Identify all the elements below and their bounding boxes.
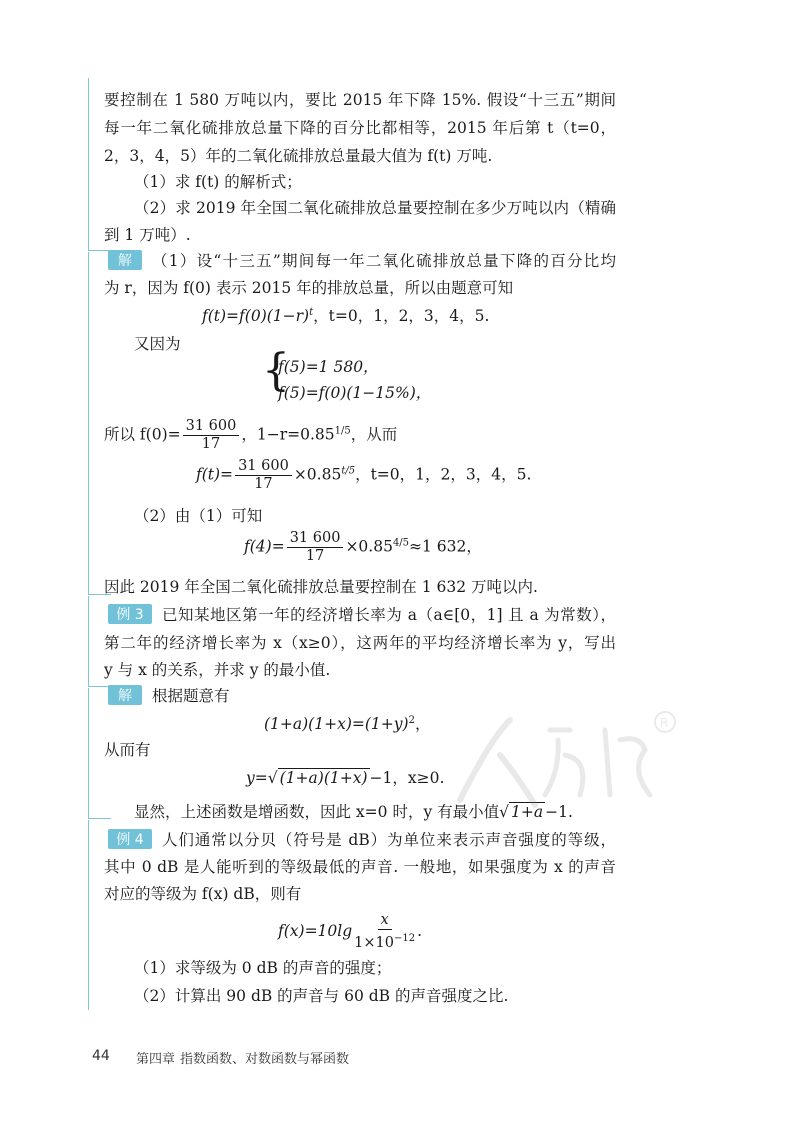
fraction: $\frac{x}{1\times 10^{-12}}$ <box>354 912 416 951</box>
body-line: 到 1 万吨）. <box>104 226 191 244</box>
body-line: 2，3，4，5）年的二氧化硫排放总量最大值为 f(t) 万吨. <box>104 147 493 165</box>
margin-tick <box>88 808 111 819</box>
margin-rule <box>88 78 89 250</box>
fraction: $\frac{31 600}{17}$ <box>287 530 344 565</box>
equation-ft-result: f(t)= $\frac{31 600}{17}$ $\times 0.85^{t/5}$，t=0，1，2，3，4，5. <box>196 458 532 492</box>
publisher-watermark <box>440 700 680 820</box>
solution-line: 根据题意有 <box>152 687 230 705</box>
fraction: $\frac{31 600}{17}$ <box>235 458 292 493</box>
conclusion-line: 因此 2019 年全国二氧化硫排放总量要控制在 1 632 万吨以内. <box>104 578 538 596</box>
body-line: 又因为 <box>134 335 181 353</box>
equation-y: y=√ (1+a)(1+x) −1，x≥0. <box>246 769 445 787</box>
example-line: 已知某地区第一年的经济增长率为 a（a∈[0，1] 且 a 为常数）， <box>162 606 616 624</box>
example-line: y 与 x 的关系，并求 y 的最小值. <box>104 661 331 679</box>
equation-growth: $(1+a)(1+x)=(1+y)^2$， <box>264 714 431 733</box>
solution-badge: 解 <box>108 250 142 270</box>
solution-line: （1）设“十三五”期间每一年二氧化硫排放总量下降的百分比均 <box>152 252 616 270</box>
question-1: （1）求等级为 0 dB 的声音的强度； <box>134 959 392 977</box>
equation-ft: $f(t)=f(0)(1-r)^t$，t=0，1，2，3，4，5. <box>202 306 490 325</box>
minimum-line: 显然，上述函数是增函数，因此 x=0 时，y 有最小值√ 1+a −1. <box>134 803 573 821</box>
margin-rule <box>88 820 89 1010</box>
equation-f4: f(4)= $\frac{31 600}{17}$ $\times 0.85^{4/5}\approx 1$ 632， <box>244 530 482 564</box>
system-eq-1: f(5)=1 580， <box>278 358 379 376</box>
question-1: （1）求 f(t) 的解析式； <box>134 173 302 191</box>
equation-f0: 所以 f(0)= $\frac{31 600}{17}$ ，$1-r=0.85^{1/5}$，从而 <box>104 418 398 452</box>
question-2: （2）计算出 90 dB 的声音与 60 dB 的声音强度之比. <box>134 987 509 1005</box>
margin-rule <box>88 688 89 818</box>
chapter-title: 指数函数、对数函数与幂函数 <box>180 1052 350 1067</box>
chapter-label: 第四章 <box>136 1052 176 1067</box>
example-4-badge: 例 4 <box>108 829 152 849</box>
margin-rule <box>88 596 89 686</box>
question-2: （2）求 2019 年全国二氧化硫排放总量要控制在多少万吨以内（精确 <box>134 199 616 217</box>
example-line: 其中 0 dB 是人能听到的等级最低的声音. 一般地，如果强度为 x 的声音 <box>104 858 616 876</box>
solution-line: 为 r，因为 f(0) 表示 2015 年的排放总量，所以由题意可知 <box>104 279 514 297</box>
solution-line: （2）由（1）可知 <box>134 507 263 525</box>
page-number: 44 <box>92 1048 110 1064</box>
fraction: $\frac{31 600}{17}$ <box>183 418 240 453</box>
equation-decibel: f(x)=10lg $\frac{x}{1\times 10^{-12}}$ . <box>278 912 423 951</box>
example-line: 第二年的经济增长率为 x（x≥0），这两年的平均经济增长率为 y，写出 <box>104 634 616 652</box>
system-eq-2: f(5)=f(0)(1−15%)， <box>278 384 432 402</box>
solution-badge: 解 <box>108 685 142 705</box>
body-line: 每一年二氧化硫排放总量下降的百分比都相等，2015 年后第 t（t=0， <box>104 119 616 137</box>
system-brace: { <box>262 345 290 396</box>
margin-rule <box>88 252 89 594</box>
example-line: 人们通常以分贝（符号是 dB）为单位来表示声音强度的等级， <box>162 831 616 849</box>
svg-text:R: R <box>660 716 669 730</box>
example-3-badge: 例 3 <box>108 604 152 624</box>
body-line: 从而有 <box>104 741 151 759</box>
example-line: 对应的等级为 f(x) dB，则有 <box>104 885 302 903</box>
body-line: 要控制在 1 580 万吨以内，要比 2015 年下降 15%. 假设“十三五”期间 <box>104 91 616 109</box>
